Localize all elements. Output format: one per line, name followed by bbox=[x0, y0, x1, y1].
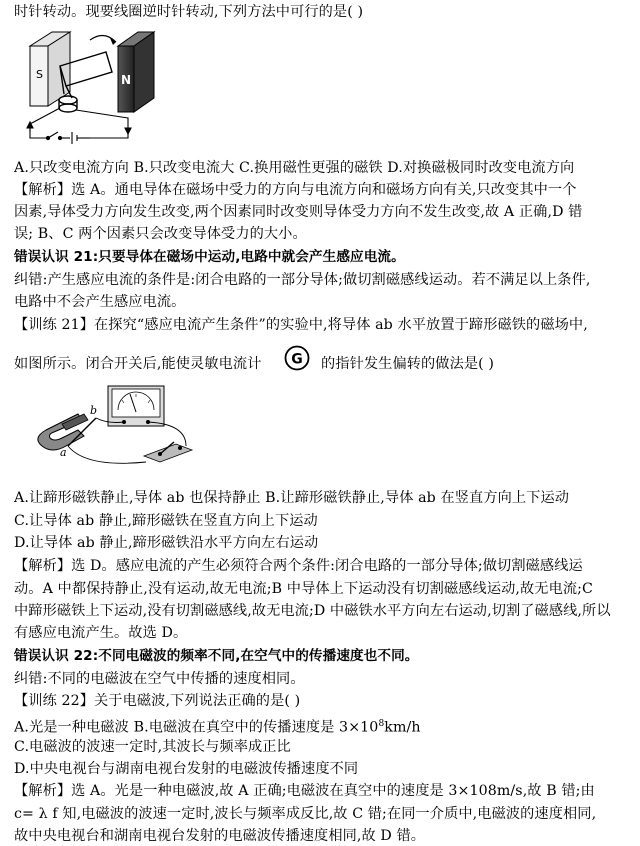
training-22-option: D.中央电视台与湖南电视台发射的电磁波传播速度不同 bbox=[14, 761, 359, 777]
correction-line: 电路中不会产生感应电流。 bbox=[14, 294, 186, 310]
question-stem: 时针转动。现要线圈逆时针转动,下列方法中可行的是( ) bbox=[14, 4, 364, 20]
question-options: A.只改变电流方向 B.只改变电流大 C.换用磁性更强的磁铁 D.对换磁极同时改变电流方向 bbox=[14, 160, 575, 176]
n-magnet bbox=[118, 32, 154, 112]
analysis-line: 【解析】选 D。感应电流的产生必须符合两个条件:闭合电路的一部分导体;做切割磁感线运 bbox=[14, 558, 583, 574]
s-magnet bbox=[30, 32, 70, 106]
analysis-line: 【解析】选 A。光是一种电磁波,故 A 正确;电磁波在真空中的速度是 3×108m/s,故 B 错;由 bbox=[14, 783, 595, 799]
training-22-option-ab: A.光是一种电磁波 B.电磁波在真空中的传播速度是 $3\times 10^8km/h$ bbox=[14, 719, 421, 736]
training-21-option: D.让导体 ab 静止,蹄形磁铁沿水平方向左右运动 bbox=[14, 535, 319, 551]
galvanometer-icon bbox=[283, 344, 311, 372]
analysis-line: 误; B、C 两个因素只会改变导体受力的大小。 bbox=[14, 226, 307, 242]
error-22-title: 错误认识 22:不同电磁波的频率不同,在空气中的传播速度也不同。 bbox=[14, 648, 419, 664]
galvanometer-device bbox=[108, 386, 164, 426]
induction-figure bbox=[26, 384, 198, 472]
label-a: a bbox=[60, 446, 67, 459]
circuit-wires bbox=[27, 108, 131, 144]
svg-text:G: G bbox=[291, 351, 303, 368]
analysis-line: 【解析】选 A。通电导体在磁场中受力的方向与电流方向和磁场方向有关,只改变其中一个 bbox=[14, 182, 577, 198]
n-pole-label: N bbox=[121, 73, 132, 87]
label-b: b bbox=[90, 404, 98, 417]
correction-line: 纠错:产生感应电流的条件是:闭合电路的一部分导体;做切割磁感线运动。若不满足以上条件, bbox=[14, 272, 591, 288]
error-21-title: 错误认识 21:只要导体在磁场中运动,电路中就会产生感应电流。 bbox=[14, 249, 405, 265]
training-21-stem: 【训练 21】在探究“感应电流产生条件”的实验中,将导体 ab 水平放置于蹄形磁铁的磁场中, bbox=[14, 317, 588, 333]
training-22-option: C.电磁波的波速一定时,其波长与频率成正比 bbox=[14, 739, 291, 755]
analysis-line: 动。A 中都保持静止,没有运动,故无电流;B 中导体上下运动没有切割磁感线运动,故无电流;C bbox=[14, 581, 593, 597]
analysis-line: 故中央电视台和湖南电视台发射的电磁波传播速度相同,故 D 错。 bbox=[14, 828, 426, 844]
analysis-line: 因素,导体受力方向发生改变,两个因素同时改变则导体受力方向不发生改变,故 A 正确,D 错 bbox=[14, 204, 583, 220]
analysis-line: 中蹄形磁铁上下运动,没有切割磁感线,故无电流;D 中磁铁水平方向左右运动,切割了磁感线,所以 bbox=[14, 603, 611, 619]
switch bbox=[144, 442, 192, 462]
correction-line: 纠错:不同的电磁波在空气中传播的速度相同。 bbox=[14, 671, 305, 687]
analysis-line: c= λ f 知,电磁波的波速一定时,波长与频率成反比,故 C 错;在同一介质中,电磁波的速度相同, bbox=[14, 806, 597, 822]
training-21-option: C.让导体 ab 静止,蹄形磁铁在竖直方向上下运动 bbox=[14, 513, 318, 529]
s-pole-label: S bbox=[36, 68, 43, 81]
training-21-stem-part2: 的指针发生偏转的做法是( ) bbox=[321, 356, 495, 372]
motor-figure bbox=[20, 26, 170, 144]
horseshoe-magnet bbox=[38, 414, 88, 450]
training-21-stem-part1: 如图所示。闭合开关后,能使灵敏电流计 bbox=[14, 356, 262, 372]
training-22-stem: 【训练 22】关于电磁波,下列说法正确的是( ) bbox=[14, 693, 301, 709]
training-21-option: A.让蹄形磁铁静止,导体 ab 也保持静止 B.让蹄形磁铁静止,导体 ab 在竖直方向上下运动 bbox=[14, 490, 570, 506]
analysis-line: 有感应电流产生。故选 D。 bbox=[14, 625, 188, 641]
